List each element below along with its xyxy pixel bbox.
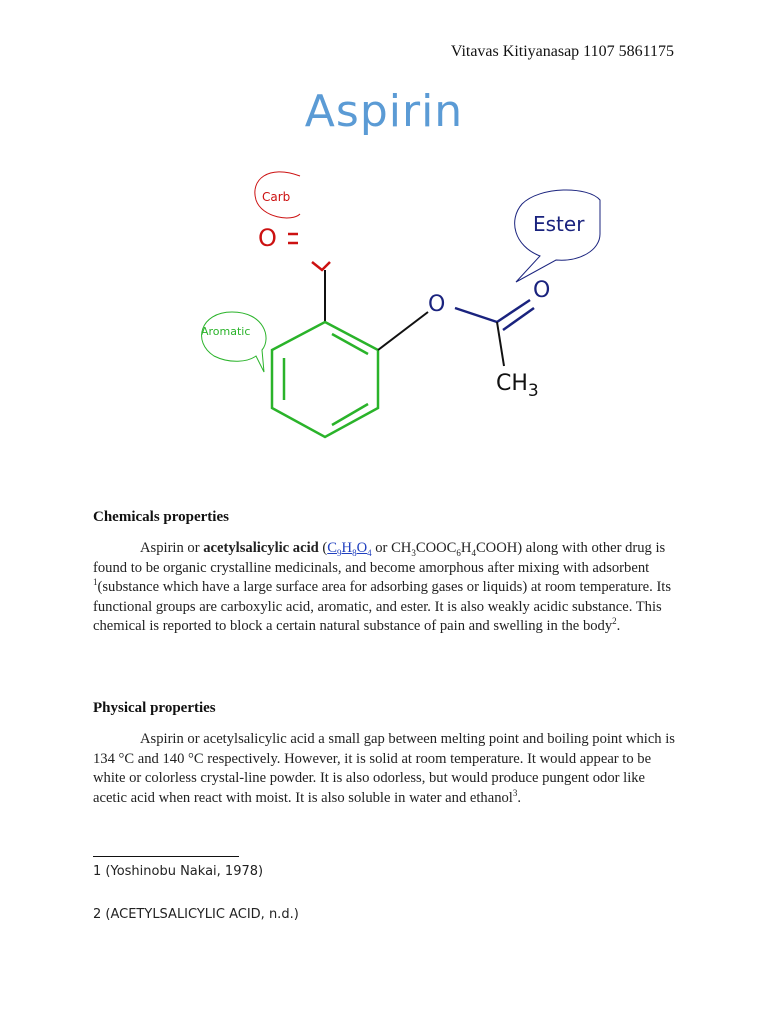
physical-properties-section <box>93 700 678 808</box>
chemical-properties-heading: Chemicals properties <box>93 509 229 525</box>
aspirin-structure-diagram <box>0 150 768 450</box>
footnote-ref-1[interactable]: 1 <box>93 577 98 588</box>
carboxylic-callout <box>255 172 300 218</box>
footnote-divider <box>93 856 239 857</box>
aromatic-ring <box>272 322 378 437</box>
callout-ester-label: Ester <box>533 212 585 236</box>
methyl-group: $CH_3$ <box>496 371 539 401</box>
bond-ring-ester-oxygen <box>378 312 428 350</box>
callout-aromatic-label: Aromatic <box>201 325 251 338</box>
footnote-ref-2[interactable]: 2 <box>612 616 617 627</box>
callout-carboxylic-label: Carb <box>262 190 291 204</box>
page-title: Aspirin <box>304 86 464 137</box>
atom-ester-carbonyl-oxygen: O <box>533 278 551 303</box>
chemical-properties-paragraph: Aspirin or acetylsalicylic acid ($C_9H_8O_4$ or $CH_3COOC_6H_4COOH$) along with other drug is found to be organic crystalline medicinals, and become amorphous after mixing with adsorbent $^1$(substance which have a large surface area for adsorbing gases or liquids) at room temperature. Its functional groups are carboxylic acid, aromatic, and ester. It is also weakly acidic substance. This chemical is reported to block a certain natural substance of pain and swelling in the body$^2$. <box>93 540 672 634</box>
carbon-red-stub <box>312 262 330 270</box>
footnote-1: 1 (Yoshinobu Nakai, 1978) <box>93 864 264 879</box>
atom-ester-oxygen: O <box>428 292 446 317</box>
aromatic-callout <box>201 312 266 372</box>
footnote-2: 2 (ACETYLSALICYLIC ACID, n.d.) <box>93 907 299 922</box>
footnote-ref-3[interactable]: 3 <box>512 787 518 798</box>
chemical-properties-section <box>93 509 678 637</box>
bond-carbonyl-2 <box>503 308 534 330</box>
bond-carbonyl-1 <box>497 300 530 322</box>
physical-properties-heading: Physical properties <box>93 700 216 716</box>
formula-link[interactable]: $C_9H_8O_4$ <box>327 540 372 558</box>
physical-properties-paragraph: Aspirin or acetylsalicylic acid a small gap between melting point and boiling point which is 134 °C and 140 °C respectively. However, it is solid at room temperature. It would appear to be white or colorless crystal-line powder. It is also odorless, but would produce pungent odor like acetic acid when react with moist. It is also soluble in water and ethanol$^3$. <box>93 731 675 806</box>
bond-oxygen-carbon <box>455 308 497 322</box>
acetylsalicylic-acid-bold: acetylsalicylic acid <box>203 540 319 556</box>
author-line: Vitavas Kitiyanasap 1107 5861175 <box>450 43 674 60</box>
atom-carbonyl-oxygen: O <box>258 224 277 252</box>
ester-callout <box>515 190 600 282</box>
